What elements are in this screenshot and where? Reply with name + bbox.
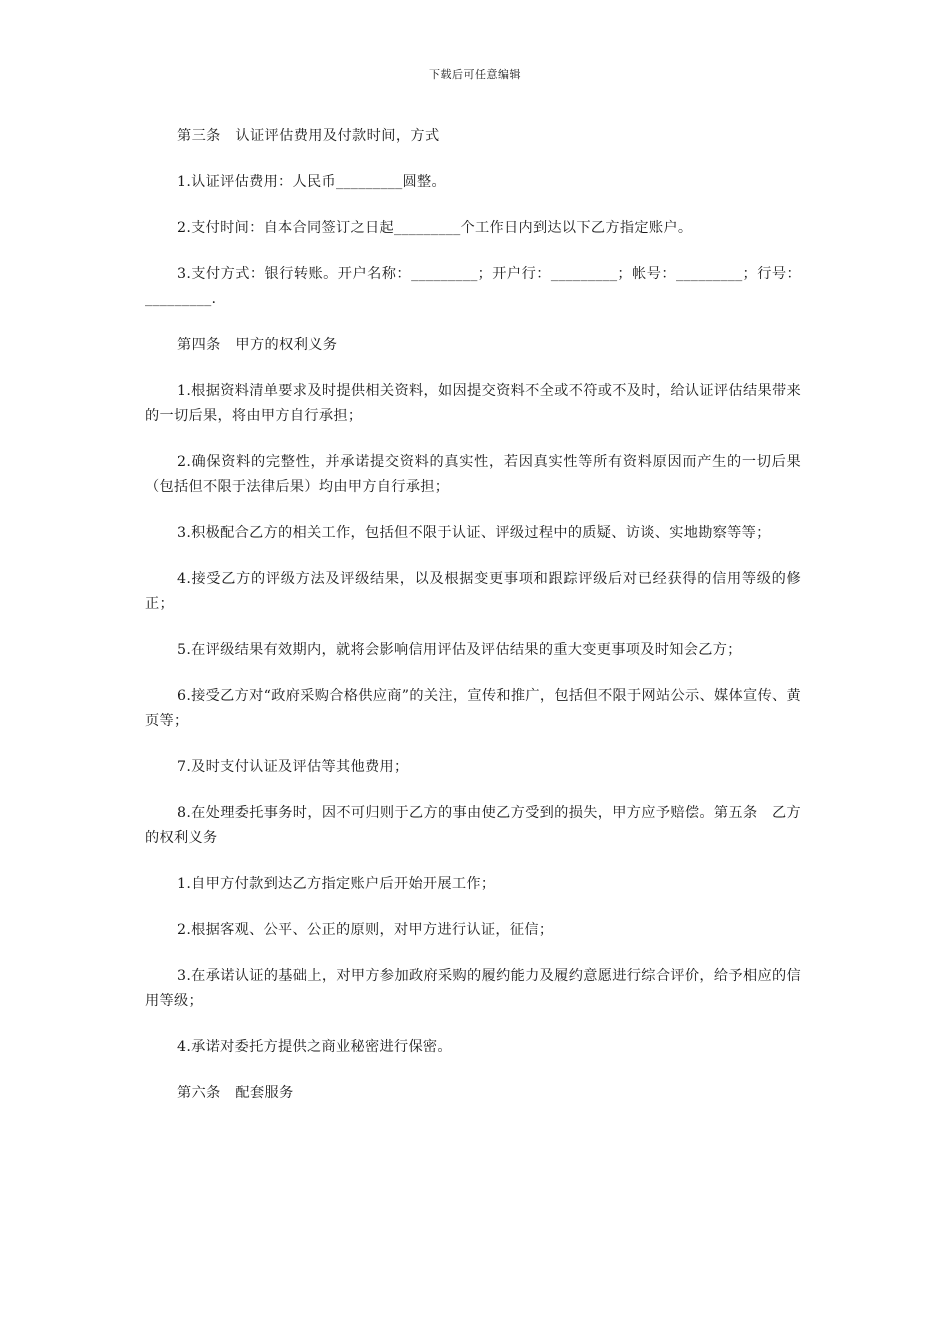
paragraph: 2.支付时间：自本合同签订之日起_________个工作日内到达以下乙方指定账户。 bbox=[177, 220, 693, 236]
paragraph: 3.支付方式：银行转账。开户名称：_________；开户行：_________；帐号：_________；行号：_________. bbox=[145, 266, 801, 307]
paragraph: 7.及时支付认证及评估等其他费用； bbox=[177, 759, 409, 775]
paragraph: 1.自甲方付款到达乙方指定账户后开始开展工作； bbox=[177, 876, 496, 892]
paragraph: 6.接受乙方对“政府采购合格供应商”的关注，宣传和推广，包括但不限于网站公示、媒体宣传、黄页等； bbox=[145, 688, 801, 729]
header-note: 下载后可任意编辑 bbox=[429, 68, 521, 81]
paragraph: 3.在承诺认证的基础上，对甲方参加政府采购的履约能力及履约意愿进行综合评价，给予相应的信用等级； bbox=[145, 968, 801, 1009]
paragraph: 1.认证评估费用：人民币_________圆整。 bbox=[177, 174, 447, 190]
paragraph: 3.积极配合乙方的相关工作，包括但不限于认证、评级过程中的质疑、访谈、实地勘察等等； bbox=[177, 525, 771, 541]
section-heading-6: 第六条 配套服务 bbox=[177, 1085, 294, 1101]
paragraph: 1.根据资料清单要求及时提供相关资料，如因提交资料不全或不符或不及时，给认证评估结果带来的一切后果，将由甲方自行承担； bbox=[145, 383, 801, 424]
paragraph: 8.在处理委托事务时，因不可归则于乙方的事由使乙方受到的损失，甲方应予赔偿。第五条 乙方的权利义务 bbox=[145, 805, 801, 846]
section-heading-4: 第四条 甲方的权利义务 bbox=[177, 337, 338, 353]
paragraph: 2.根据客观、公平、公正的原则，对甲方进行认证，征信； bbox=[177, 922, 554, 938]
paragraph: 4.接受乙方的评级方法及评级结果，以及根据变更事项和跟踪评级后对已经获得的信用等级的修正； bbox=[145, 571, 801, 612]
document-body bbox=[145, 124, 801, 1127]
section-heading-3: 第三条 认证评估费用及付款时间，方式 bbox=[177, 128, 440, 144]
paragraph: 5.在评级结果有效期内，就将会影响信用评估及评估结果的重大变更事项及时知会乙方； bbox=[177, 642, 742, 658]
paragraph: 4.承诺对委托方提供之商业秘密进行保密。 bbox=[177, 1039, 452, 1055]
paragraph: 2.确保资料的完整性，并承诺提交资料的真实性，若因真实性等所有资料原因而产生的一切后果（包括但不限于法律后果）均由甲方自行承担； bbox=[145, 454, 801, 495]
